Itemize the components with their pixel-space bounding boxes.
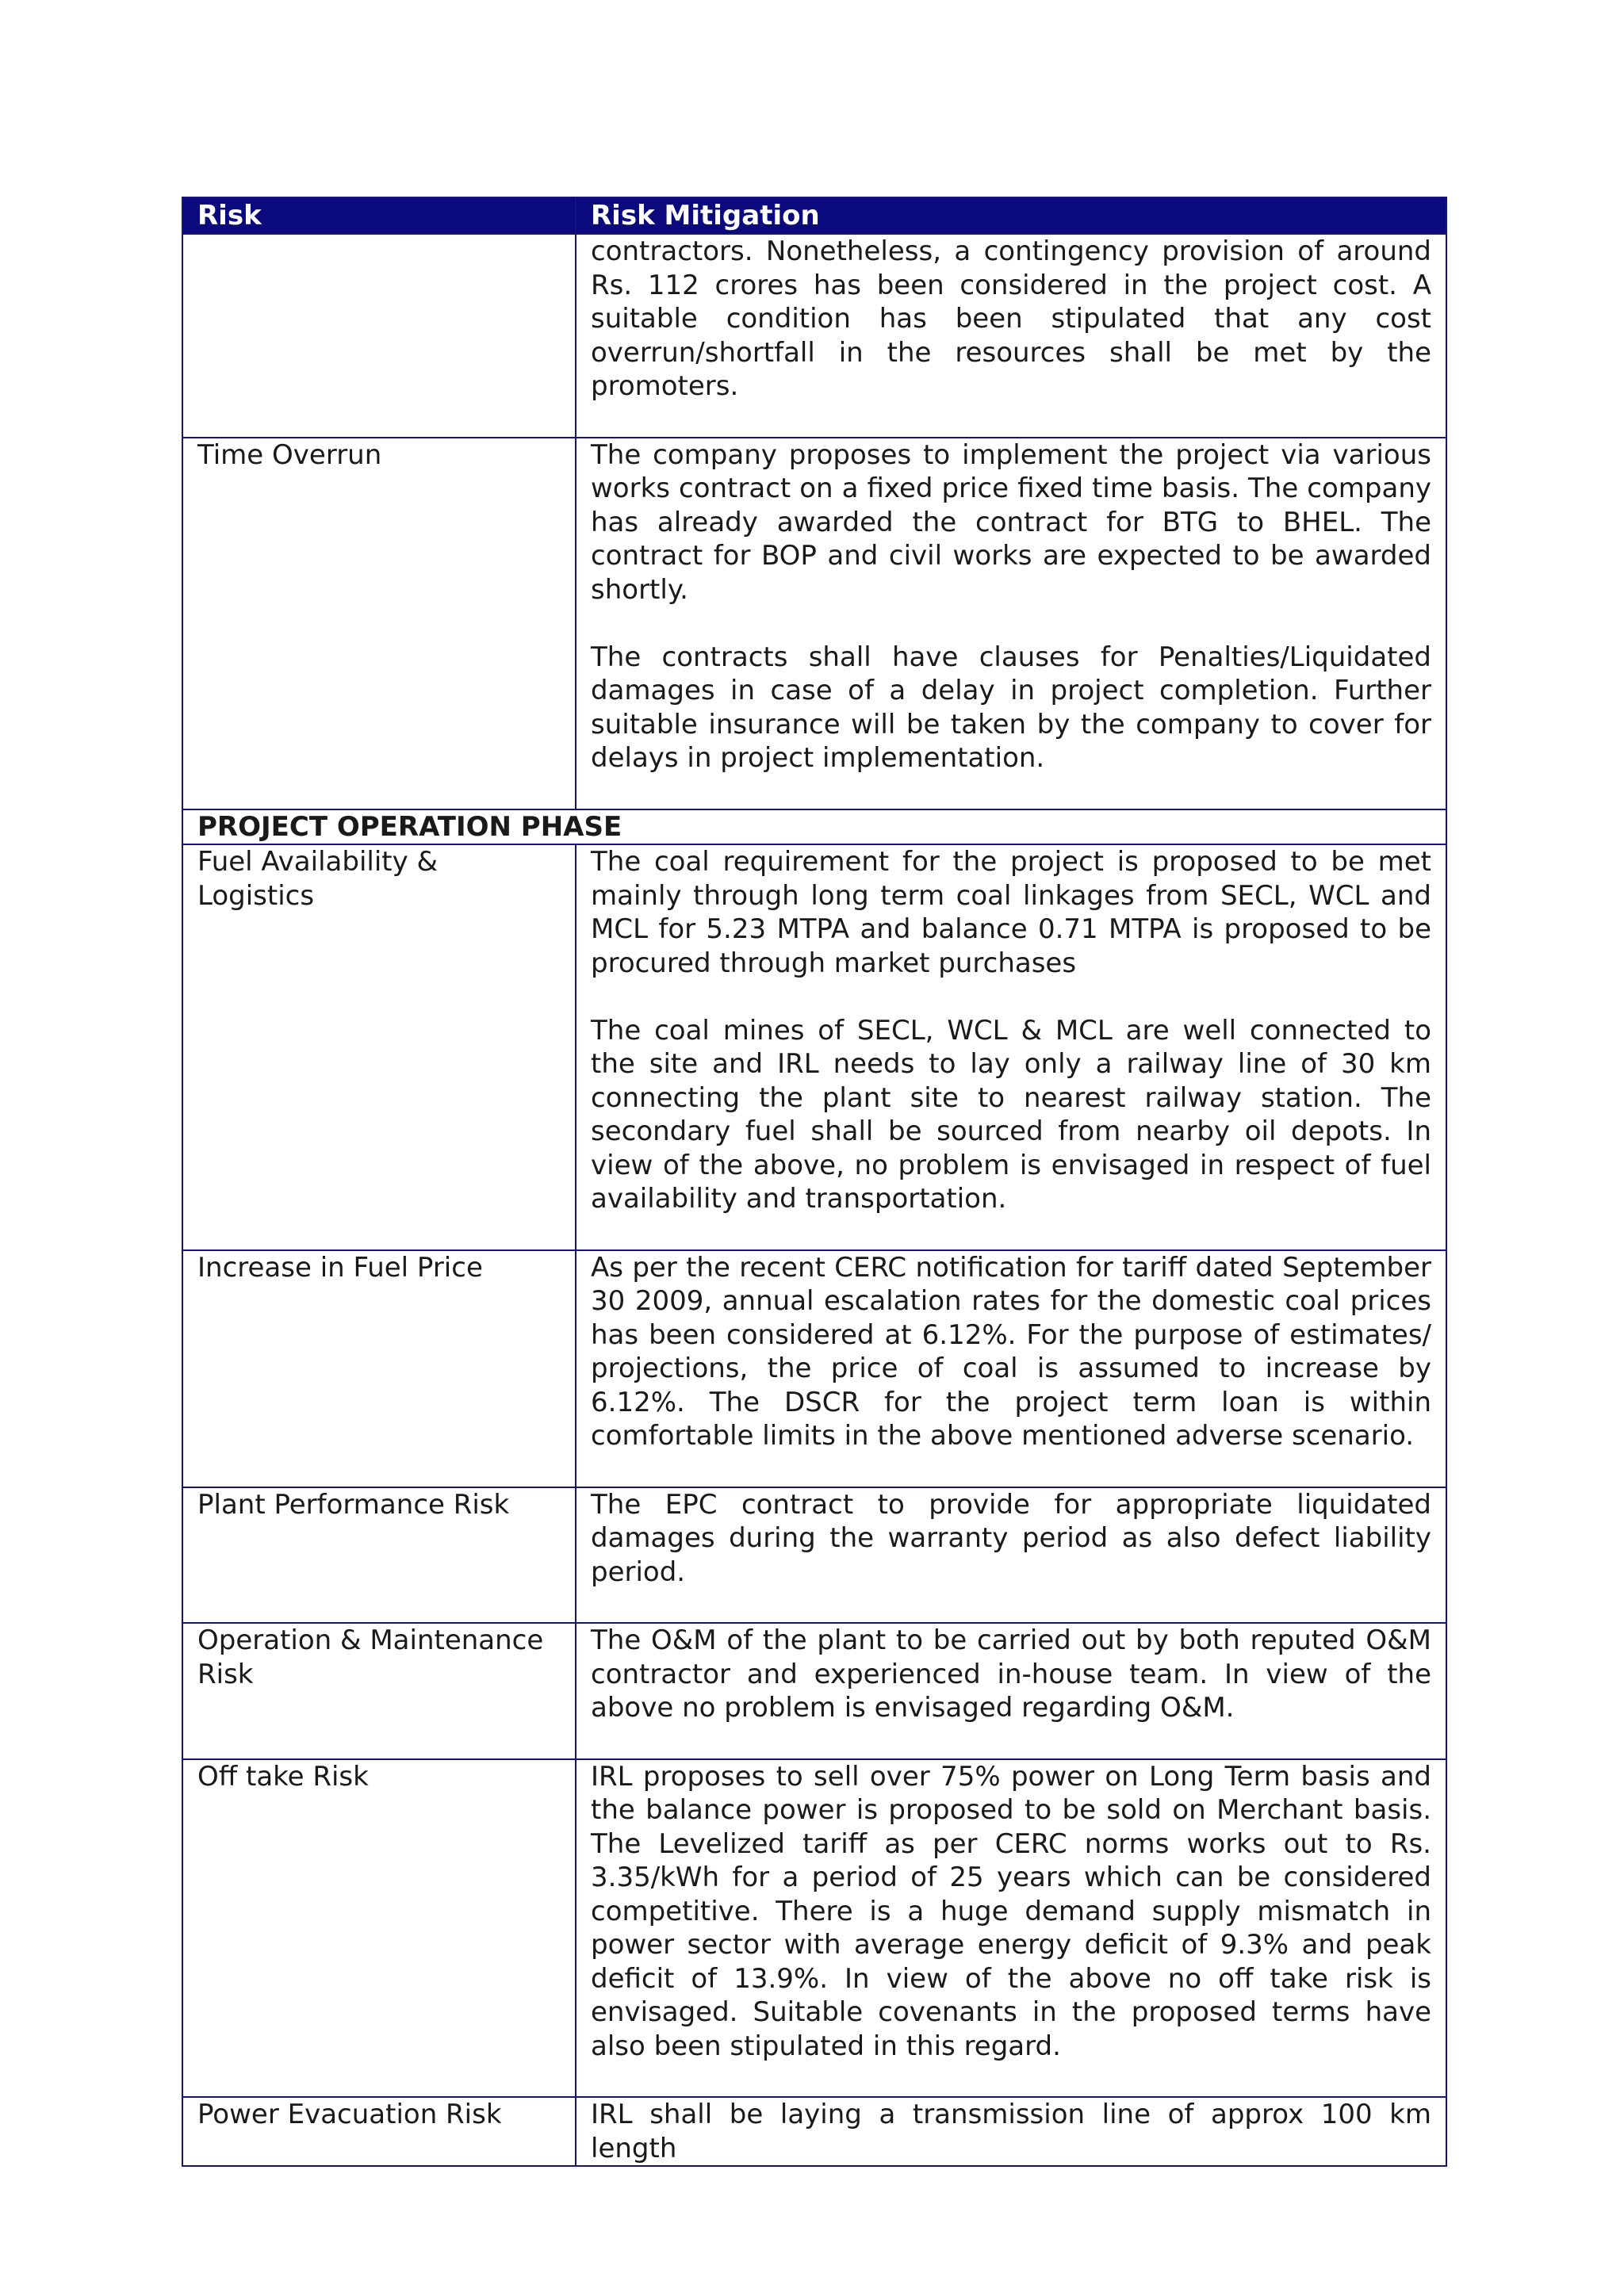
table-row (182, 1623, 1446, 1759)
mitigation-paragraph: The EPC contract to provide for appropriate liquidated damages during the warranty period as also defect liability period. (591, 1488, 1431, 1588)
table-header-row (182, 197, 1446, 234)
mitigation-paragraph: The coal requirement for the project is proposed to be met mainly through long term coal linkages from SECL, WCL and MCL for 5.23 MTPA and balance 0.71 MTPA is proposed to be procured through market purchases (591, 846, 1431, 979)
risk-cell: Operation & Maintenance Risk (182, 1623, 576, 1759)
phase-heading: PROJECT OPERATION PHASE (182, 809, 1446, 845)
mitigation-cell (576, 1250, 1446, 1487)
table-row (182, 1759, 1446, 2098)
mitigation-cell (576, 1759, 1446, 2098)
mitigation-paragraph: IRL proposes to sell over 75% power on Long Term basis and the balance power is proposed to be sold on Merchant basis. The Levelized tariff as per CERC norms works out to Rs. 3.35/kWh for a period of 25 years which can be considered competitive. There is a huge demand supply mismatch in power sector with average energy deficit of 9.3% and peak deficit of 13.9%. In view of the above no off take risk is envisaged. Suitable covenants in the proposed terms have also been stipulated in this regard. (591, 1760, 1431, 2062)
header-risk-mitigation: Risk Mitigation (576, 197, 1446, 234)
mitigation-cell (576, 844, 1446, 1250)
mitigation-cell (576, 234, 1446, 438)
mitigation-paragraph: IRL shall be laying a transmission line of approx 100 km length (591, 2099, 1431, 2164)
risk-cell: Off take Risk (182, 1759, 576, 2098)
table-row (182, 1250, 1446, 1487)
table-row (182, 2097, 1446, 2166)
mitigation-cell (576, 1623, 1446, 1759)
risk-cell: Time Overrun (182, 438, 576, 809)
risk-cell: Fuel Availability & Logistics (182, 844, 576, 1250)
risk-cell: Increase in Fuel Price (182, 1250, 576, 1487)
mitigation-cell (576, 2097, 1446, 2166)
table-row (182, 234, 1446, 438)
page-content (182, 197, 1446, 2167)
table-body (182, 234, 1446, 2166)
table-row (182, 438, 1446, 809)
table-row (182, 844, 1446, 1250)
phase-heading-row (182, 809, 1446, 845)
table-row (182, 1487, 1446, 1624)
mitigation-cell (576, 438, 1446, 809)
mitigation-paragraph: The company proposes to implement the project via various works contract on a fixed price fixed time basis. The company has already awarded the contract for BTG to BHEL. The contract for BOP and civil works are expected to be awarded shortly. (591, 438, 1431, 606)
risk-cell (182, 234, 576, 438)
header-risk: Risk (182, 197, 576, 234)
risk-mitigation-table (182, 197, 1447, 2167)
mitigation-paragraph: The O&M of the plant to be carried out by both reputed O&M contractor and experienced in-house team. In view of the above no problem is envisaged regarding O&M. (591, 1624, 1431, 1724)
mitigation-paragraph: As per the recent CERC notification for tariff dated September 30 2009, annual escalation rates for the domestic coal prices has been considered at 6.12%. For the purpose of estimates/ projections, the price of coal is assumed to increase by 6.12%. The DSCR for the project term loan is within comfortable limits in the above mentioned adverse scenario. (591, 1251, 1431, 1452)
mitigation-paragraph: The contracts shall have clauses for Penalties/Liquidated damages in case of a delay in project completion. Further suitable insurance will be taken by the company to cover for delays in project implementation. (591, 641, 1431, 774)
mitigation-paragraph: The coal mines of SECL, WCL & MCL are well connected to the site and IRL needs to lay only a railway line of 30 km connecting the plant site to nearest railway station. The secondary fuel shall be sourced from nearby oil depots. In view of the above, no problem is envisaged in respect of fuel availability and transportation. (591, 1014, 1431, 1215)
mitigation-paragraph: contractors. Nonetheless, a contingency provision of around Rs. 112 crores has been considered in the project cost. A suitable condition has been stipulated that any cost overrun/shortfall in the resources shall be met by the promoters. (591, 235, 1431, 402)
mitigation-cell (576, 1487, 1446, 1624)
risk-cell: Plant Performance Risk (182, 1487, 576, 1624)
risk-cell: Power Evacuation Risk (182, 2097, 576, 2166)
